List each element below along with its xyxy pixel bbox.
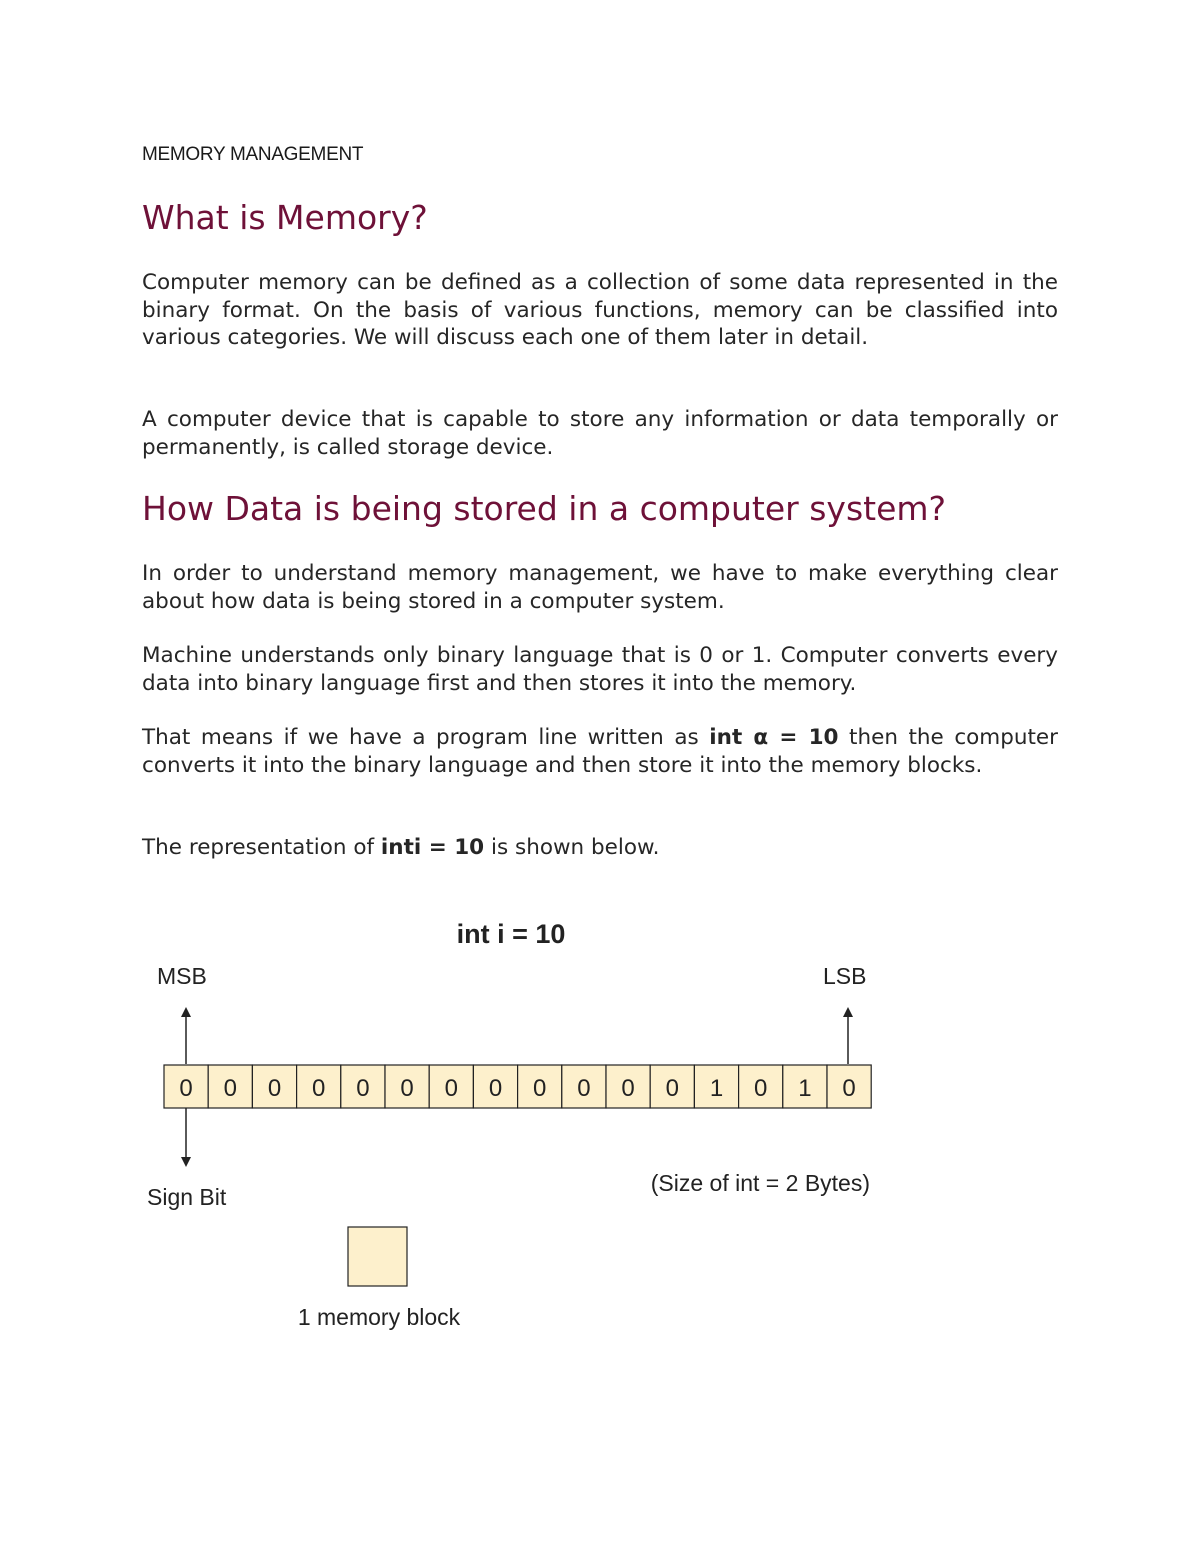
paragraph-memory-definition: Computer memory can be defined as a collection of some data represented in the binary format. On the basis of various functions, memory can be classified into various categories. We will discuss each one of them later in detail. — [142, 270, 1058, 350]
bit-value: 0 — [665, 1075, 679, 1102]
size-label: (Size of int = 2 Bytes) — [650, 1170, 870, 1196]
code-int-alpha: int α = 10 — [709, 725, 839, 750]
bit-value: 0 — [533, 1075, 547, 1102]
bit-value: 0 — [754, 1075, 768, 1102]
heading-how-data-stored: How Data is being stored in a computer system? — [142, 489, 947, 528]
code-inti: inti = 10 — [380, 835, 485, 860]
document-title: MEMORY MANAGEMENT — [142, 144, 364, 165]
diagram-title: int i = 10 — [456, 919, 566, 949]
paragraph-storage-device: A computer device that is capable to store any information or data temporally or permanently, is called storage device. — [142, 407, 1058, 460]
bit-value: 0 — [356, 1075, 370, 1102]
bit-value: 0 — [267, 1075, 282, 1102]
bit-value: 0 — [577, 1075, 591, 1102]
paragraph-binary-language: Machine understands only binary language that is 0 or 1. Computer converts every data into binary language first and then stores it into the memory. — [142, 643, 1058, 696]
bit-value: 0 — [400, 1075, 414, 1102]
bit-value: 1 — [709, 1075, 724, 1102]
bit-value: 1 — [798, 1075, 812, 1102]
program-line-text-before: That means if we have a program line written as — [142, 725, 699, 750]
diagram-svg — [140, 900, 900, 1350]
bit-cells-row — [164, 1065, 871, 1108]
bit-value: 0 — [444, 1075, 458, 1102]
paragraph-representation — [142, 834, 1058, 862]
program-line-text-after: then the computer converts it into the binary language and then store it into the memory blocks. — [142, 725, 1059, 778]
bit-value: 0 — [621, 1075, 635, 1102]
bit-value: 0 — [223, 1075, 237, 1102]
bit-value: 0 — [179, 1075, 193, 1102]
representation-text-before: The representation of — [142, 835, 375, 860]
lsb-label: LSB — [823, 963, 867, 989]
memory-block-legend-label: 1 memory block — [297, 1304, 461, 1330]
paragraph-understand-memory: In order to understand memory management, we have to make everything clear about how data is being stored in a computer system. — [142, 561, 1058, 614]
bit-value: 0 — [488, 1075, 503, 1102]
binary-representation-diagram — [140, 900, 900, 1350]
msb-label: MSB — [157, 963, 207, 989]
paragraph-program-line — [142, 724, 1058, 779]
bit-value: 0 — [842, 1075, 856, 1102]
memory-block-legend-swatch — [348, 1227, 407, 1286]
representation-text-after: is shown below. — [490, 835, 660, 860]
heading-what-is-memory: What is Memory? — [142, 198, 428, 237]
bit-value: 0 — [312, 1075, 326, 1102]
sign-bit-label: Sign Bit — [147, 1184, 227, 1210]
